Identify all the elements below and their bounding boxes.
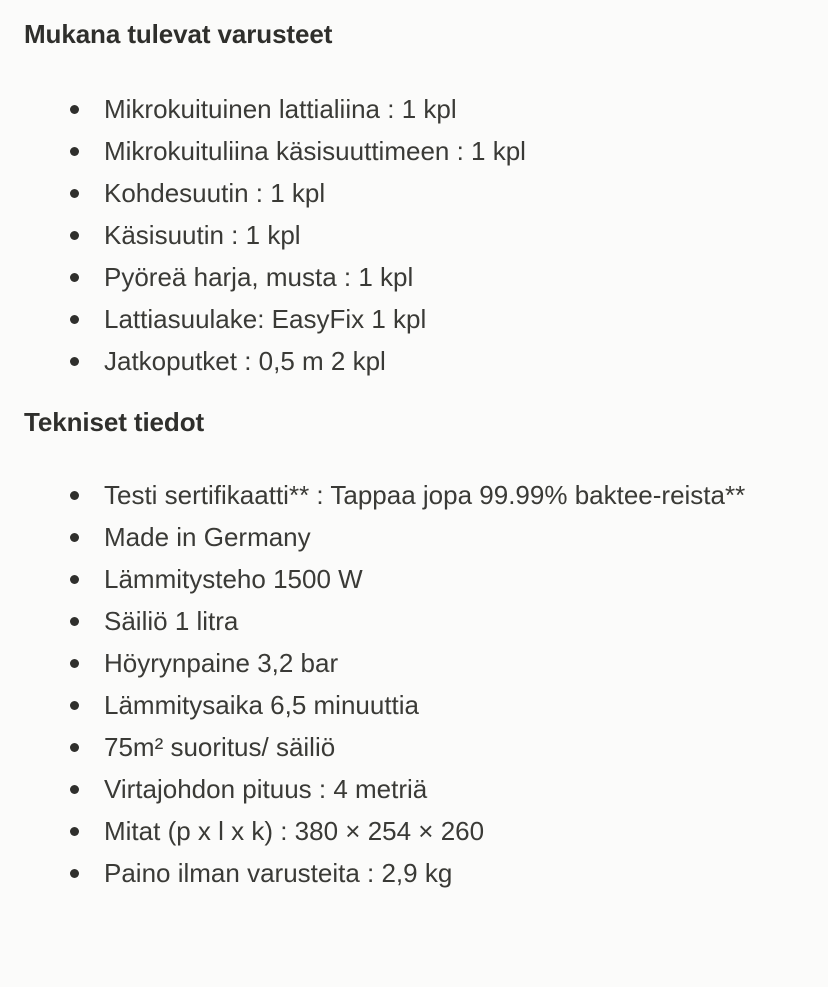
list-item: Mitat (p x l x k) : 380 × 254 × 260 bbox=[24, 810, 764, 852]
technical-heading: Tekniset tiedot bbox=[24, 407, 205, 437]
list-item: Made in Germany bbox=[24, 516, 764, 558]
list-item: Mikrokuituliina käsisuuttimeen : 1 kpl bbox=[24, 130, 764, 172]
list-item: Pyöreä harja, musta : 1 kpl bbox=[24, 256, 764, 298]
accessories-heading: Mukana tulevat varusteet bbox=[24, 19, 333, 49]
accessories-section bbox=[24, 18, 828, 382]
list-item: Käsisuutin : 1 kpl bbox=[24, 214, 764, 256]
list-item: Jatkoputket : 0,5 m 2 kpl bbox=[24, 340, 764, 382]
list-item: Virtajohdon pituus : 4 metriä bbox=[24, 768, 764, 810]
list-item: Testi sertifikaatti** : Tappaa jopa 99.99% baktee-reista** bbox=[24, 474, 764, 516]
list-item: Lattiasuulake: EasyFix 1 kpl bbox=[24, 298, 764, 340]
list-item: Kohdesuutin : 1 kpl bbox=[24, 172, 764, 214]
list-item: Säiliö 1 litra bbox=[24, 600, 764, 642]
list-item: Lämmitysaika 6,5 minuuttia bbox=[24, 684, 764, 726]
list-item: Mikrokuituinen lattialiina : 1 kpl bbox=[24, 88, 764, 130]
list-item: Paino ilman varusteita : 2,9 kg bbox=[24, 852, 764, 894]
technical-section bbox=[24, 406, 828, 894]
list-item: Lämmitysteho 1500 W bbox=[24, 558, 764, 600]
technical-list bbox=[24, 474, 828, 894]
list-item: 75m² suoritus/ säiliö bbox=[24, 726, 764, 768]
list-item: Höyrynpaine 3,2 bar bbox=[24, 642, 764, 684]
accessories-list bbox=[24, 88, 828, 382]
